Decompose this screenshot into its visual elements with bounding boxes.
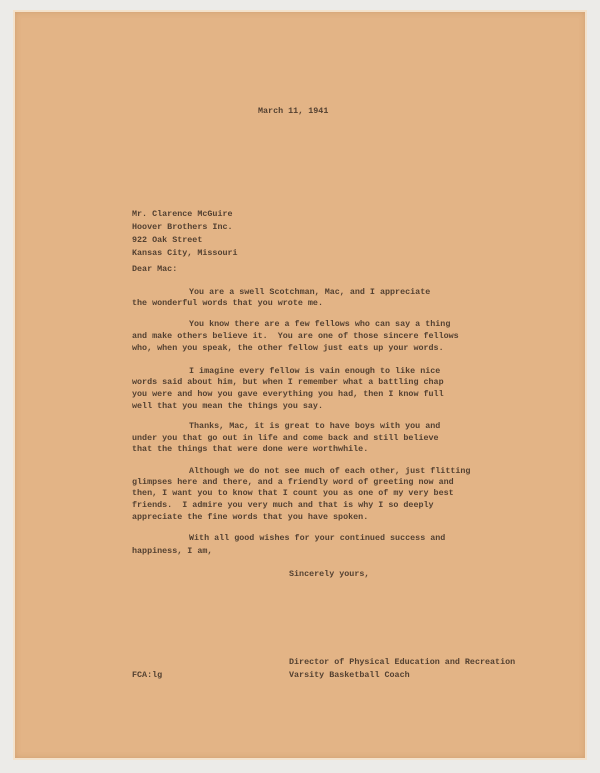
salutation: Dear Mac: [132, 264, 178, 274]
address-line: Mr. Clarence McGuire [132, 209, 233, 219]
paragraph-line: under you that go out in life and come back and still believe [132, 433, 439, 443]
paragraph-line: I imagine every fellow is vain enough to like nice [189, 366, 441, 376]
paragraph-line: words said about him, but when I remember what a battling chap [132, 377, 444, 387]
letter-date: March 11, 1941 [258, 106, 329, 116]
address-line: Kansas City, Missouri [132, 248, 238, 258]
paragraph-line: With all good wishes for your continued success and [189, 533, 446, 543]
paragraph-line: the wonderful words that you wrote me. [132, 298, 323, 308]
signature-title: Director of Physical Education and Recreation [289, 657, 516, 667]
paragraph-line: Although we do not see much of each other, just flitting [189, 466, 471, 476]
paragraph-line: happiness, I am, [132, 546, 213, 556]
paragraph-line: You know there are a few fellows who can say a thing [189, 319, 451, 329]
paragraph-line: who, when you speak, the other fellow just eats up your words. [132, 343, 444, 353]
signature-title: Varsity Basketball Coach [289, 670, 410, 680]
paragraph-line: you were and how you gave everything you had, then I know full [132, 389, 444, 399]
address-line: 922 Oak Street [132, 235, 203, 245]
paragraph-line: appreciate the fine words that you have spoken. [132, 512, 369, 522]
closing: Sincerely yours, [289, 569, 370, 579]
typist-initials: FCA:lg [132, 670, 163, 680]
paragraph-line: friends. I admire you very much and that is why I so deeply [132, 500, 434, 510]
paragraph-line: You are a swell Scotchman, Mac, and I appreciate [189, 287, 431, 297]
paragraph-line: then, I want you to know that I count you as one of my very best [132, 488, 454, 498]
paragraph-line: glimpses here and there, and a friendly word of greeting now and [132, 477, 454, 487]
paragraph-line: and make others believe it. You are one of those sincere fellows [132, 331, 459, 341]
paragraph-line: that the things that were done were worthwhile. [132, 444, 369, 454]
address-line: Hoover Brothers Inc. [132, 222, 233, 232]
paragraph-line: Thanks, Mac, it is great to have boys with you and [189, 421, 441, 431]
paragraph-line: well that you mean the things you say. [132, 401, 323, 411]
